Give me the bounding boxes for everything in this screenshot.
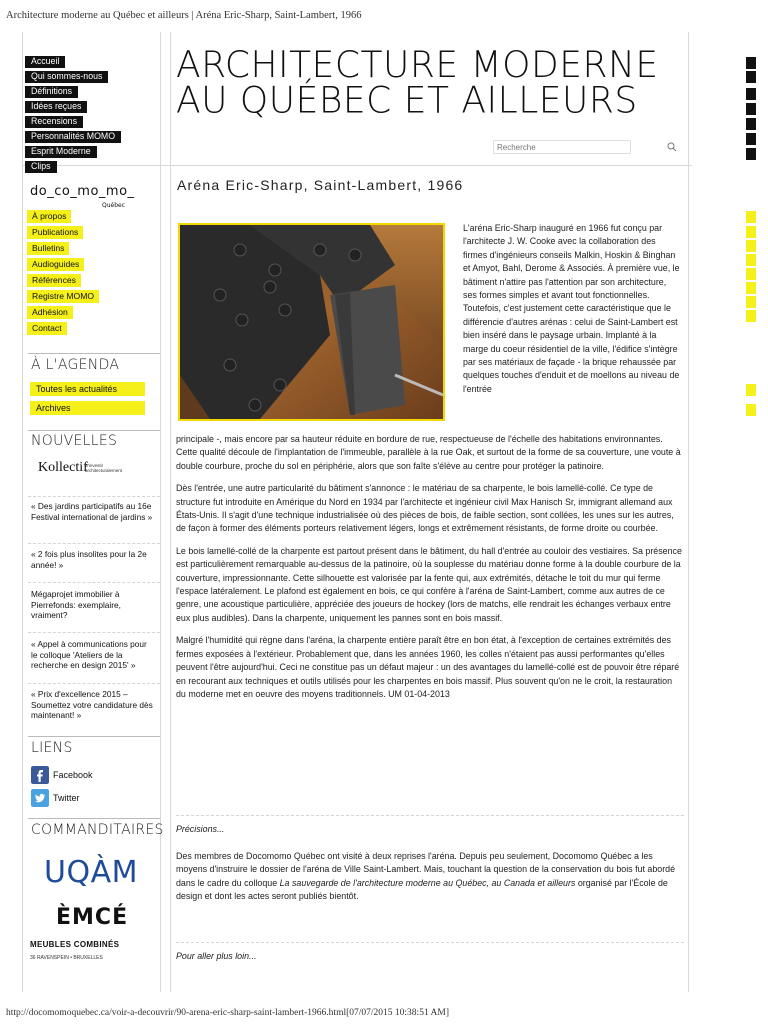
precisions-heading[interactable]: Précisions... (176, 824, 225, 834)
article-title: Aréna Eric-Sharp, Saint-Lambert, 1966 (177, 177, 464, 193)
main-nav-esprit-moderne[interactable]: Esprit Moderne (25, 146, 97, 158)
precisions-text-b: organisé par l'École de design et dont les actes seront publiés bientôt. (176, 877, 668, 902)
kollectif-logo-sub: S'investir architecturalement (85, 463, 123, 473)
article-photo (178, 223, 445, 421)
uqam-logo[interactable]: UQÀM (44, 855, 138, 890)
sidebar-guide-line (160, 32, 161, 992)
search-input[interactable] (493, 140, 631, 154)
precisions-text (176, 850, 684, 904)
docomomo-logo-sub: Québec (102, 202, 126, 209)
emce-logo[interactable]: ÈMCÉ (56, 905, 129, 930)
news-item-4[interactable]: « Appel à communications pour le colloque 'Ateliers de la recherche en design 2015' » (31, 639, 147, 670)
docomomo-nav-contact[interactable]: Contact (27, 322, 67, 335)
edge-tab[interactable] (746, 384, 756, 396)
news-divider (28, 582, 160, 583)
edge-tab[interactable] (746, 57, 756, 69)
docomomo-logo[interactable] (30, 184, 135, 209)
right-guide-line (688, 32, 689, 992)
edge-tab[interactable] (746, 404, 756, 416)
article-body (176, 433, 684, 710)
docomomo-nav-a-propos[interactable]: À propos (27, 210, 71, 223)
edge-tab[interactable] (746, 226, 756, 238)
article-paragraph-1: principale -, mais encore par sa hauteur réduite en bordure de rue, respectueuse de l'échelle des habitations environnantes. Cette qualité découle de l'implantation de l'immeuble, parallèle à la rue Oak, et surtout de la forme de sa couverture, une voute à double courbure, proche du sol en périphérie, alors que son faîte s'élève au centre pour protéger la patinoire. (176, 434, 681, 471)
nouvelles-heading: NOUVELLES (31, 433, 118, 449)
main-nav-personnalites-momo[interactable]: Personnalités MOMO (25, 131, 121, 143)
facebook-label: Facebook (53, 770, 93, 780)
news-divider (28, 632, 160, 633)
plus-loin-heading[interactable]: Pour aller plus loin... (176, 951, 257, 961)
news-divider (28, 496, 160, 497)
agenda-archives-button[interactable]: Archives (30, 401, 145, 415)
left-guide-line (22, 32, 23, 992)
print-header: Architecture moderne au Québec et ailleurs | Aréna Eric-Sharp, Saint-Lambert, 1966 (6, 10, 362, 21)
edge-tab[interactable] (746, 282, 756, 294)
edge-tab[interactable] (746, 133, 756, 145)
edge-tab[interactable] (746, 254, 756, 266)
twitter-icon (31, 789, 49, 807)
edge-tab[interactable] (746, 240, 756, 252)
nouvelles-divider (28, 430, 160, 431)
precisions-text-a: Des membres de Docomomo Québec ont visité à deux reprises l'aréna. Depuis peu seulement, Docomomo Québec a les moyens d'instruire le dossier de l'aréna de Ville Saint-Lambert. Mais, touchant la question de la conservation du bois fut abordé dans le cadre du colloque (176, 851, 676, 888)
colloque-title: La sauvegarde de l'architecture moderne au Québec, au Canada et ailleurs (279, 877, 576, 888)
docomomo-nav-publications[interactable]: Publications (27, 226, 83, 239)
facebook-icon (31, 766, 49, 784)
edge-tab[interactable] (746, 118, 756, 130)
docomomo-nav-registre-momo[interactable]: Registre MOMO (27, 290, 99, 303)
news-item-3[interactable]: Mégaprojet immobilier à Pierrefonds: exemplaire, vraiment? (31, 589, 121, 620)
docomomo-nav (27, 210, 99, 338)
facebook-link[interactable] (31, 766, 93, 789)
commanditaires-divider (28, 818, 160, 819)
precisions-divider (176, 815, 684, 816)
edge-tab[interactable] (746, 103, 756, 115)
docomomo-nav-adhesion[interactable]: Adhésion (27, 306, 73, 319)
main-nav-recensions[interactable]: Recensions (25, 116, 83, 128)
timber-connector-photo (180, 225, 443, 419)
site-title[interactable] (176, 44, 659, 122)
content-guide-line (170, 32, 171, 992)
main-nav-definitions[interactable]: Définitions (25, 86, 78, 98)
edge-tab[interactable] (746, 268, 756, 280)
agenda-all-news-button[interactable]: Toutes les actualités (30, 382, 145, 396)
emce-logo-address: 36 RAVENSPEIN • BRUXELLES (30, 955, 103, 961)
twitter-label: Twitter (53, 793, 80, 803)
agenda-heading: À L'AGENDA (31, 357, 120, 373)
docomomo-nav-audioguides[interactable]: Audioguides (27, 258, 84, 271)
liens-heading: LIENS (31, 740, 73, 756)
edge-tab[interactable] (746, 296, 756, 308)
agenda-divider (28, 353, 160, 354)
commanditaires-heading: COMMANDITAIRES (31, 822, 164, 838)
main-nav (25, 56, 165, 176)
docomomo-logo-text: do_co_mo_mo_ (30, 184, 135, 199)
edge-tab[interactable] (746, 211, 756, 223)
emce-logo-sub: MEUBLES COMBINÉS (30, 940, 120, 949)
article-paragraph-4: Malgré l'humidité qui règne dans l'aréna, la charpente entière paraît être en bon état, à l'exception de certaines extrémités des fermes exposées à l'extérieur. Probablement que, dans les années 1960, les colles n'étaient pas aussi performantes qu'elles peuvent l'être aujourd'hui. Ceci ne constitue pas un défaut majeur : un des avantages du lamellé-collé est de pouvoir être réparé en recourant aux techniques et outils utilisés pour les charpentes en bois massif. Plus souvent qu'on ne le croit, la restauration du moderne met en oeuvre des moyens traditionnels. UM 01-04-2013 (176, 635, 680, 699)
edge-tab[interactable] (746, 148, 756, 160)
site-title-line1: ARCHITECTURE MODERNE (176, 44, 659, 87)
twitter-link[interactable] (31, 789, 80, 812)
kollectif-logo[interactable] (38, 460, 123, 482)
news-item-2[interactable]: « 2 fois plus insolites pour la 2e année! » (31, 549, 147, 570)
search-button[interactable] (663, 142, 679, 154)
docomomo-nav-bulletins[interactable]: Bulletins (27, 242, 69, 255)
site-title-line2: AU QUÉBEC ET AILLEURS (176, 79, 638, 122)
edge-tab[interactable] (746, 310, 756, 322)
docomomo-nav-references[interactable]: Références (27, 274, 81, 287)
edge-tab[interactable] (746, 71, 756, 83)
main-nav-accueil[interactable]: Accueil (25, 56, 65, 68)
main-nav-qui-sommes-nous[interactable]: Qui sommes-nous (25, 71, 108, 83)
edge-tab[interactable] (746, 88, 756, 100)
article-paragraph-2: Dès l'entrée, une autre particularité du bâtiment s'annonce : le matériau de sa charpente, le bois lamellé-collé. Ce type de structure fut introduite en Amérique du Nord en 1934 par l'architecte et ingénieur civil Max Hanisch Sr, immigrant allemand aux États-Unis. Il s'agit d'une technique industrialisée où des pièces de bois, de faible section, sont collées, les unes sur les autres, de façon à former des éléments porteurs relativement légers, longs et extrêmement résistants, de forme droite ou courbée. (176, 483, 674, 534)
main-nav-clips[interactable]: Clips (25, 161, 57, 173)
article-paragraph-3: Le bois lamellé-collé de la charpente est partout présent dans le bâtiment, du hall d'entrée au couloir des vestiaires. Sa présence est particulièrement remarquable au-dessus de la patinoire, où la souplesse du matériau donne forme à la double courbure de la couverture, impressionnante. Cette silhouette est valorisée par la fente qui, aux extrémités, détache le toit du mur qui ferme l'espace latéralement. Le plafond est également en bois, ce qui confère à l'aréna de Saint-Lambert, comme aux autres de ce genre, une acoustique particulière, appréciée des joueurs de hockey (lors de matchs, elle rendrait les échanges verbaux entre eux plus audibles). Dans la charpente, uniquement les pannes sont en bois massif. (176, 545, 682, 623)
news-item-1[interactable]: « Des jardins participatifs au 16e Festival international de jardins » (31, 501, 153, 522)
article-paragraph-1-wrap: L'aréna Eric-Sharp inauguré en 1966 fut conçu par l'architecte J. W. Cooke avec la collaboration des firmes d'ingénieurs conseils Malkin, Hoskin & Binghan et Amyot, Bahl, Derome & Associés. À première vue, le bâtiment n'attire pas l'attention par son architecture, ses formes simples et avant tout fonctionnelles. Toutefois, c'est justement cette caractéristique que le différencie d'autres arénas : celui de Saint-Lambert est bien inséré dans le paysage urbain. Implanté à la marge du coeur résidentiel de la ville, l'édifice s'intègre par ses matériaux de façade - la brique rehaussée par quelques touches d'enduit et de moellons au niveau de l'entrée (463, 223, 680, 394)
news-item-5[interactable]: « Prix d'excellence 2015 – Soumettez votre candidature dès maintenant! » (31, 689, 153, 720)
kollectif-logo-text: Kollectif (38, 460, 88, 475)
news-divider (28, 683, 160, 684)
search-icon (663, 142, 679, 154)
plus-loin-divider (176, 942, 684, 943)
main-nav-idees-recues[interactable]: Idées reçues (25, 101, 87, 113)
liens-divider (28, 736, 160, 737)
news-divider (28, 543, 160, 544)
print-footer: http://docomomoquebec.ca/voir-a-decouvrir/90-arena-eric-sharp-saint-lambert-1966.html[07/07/2015 10:38:51 AM] (6, 1008, 450, 1018)
